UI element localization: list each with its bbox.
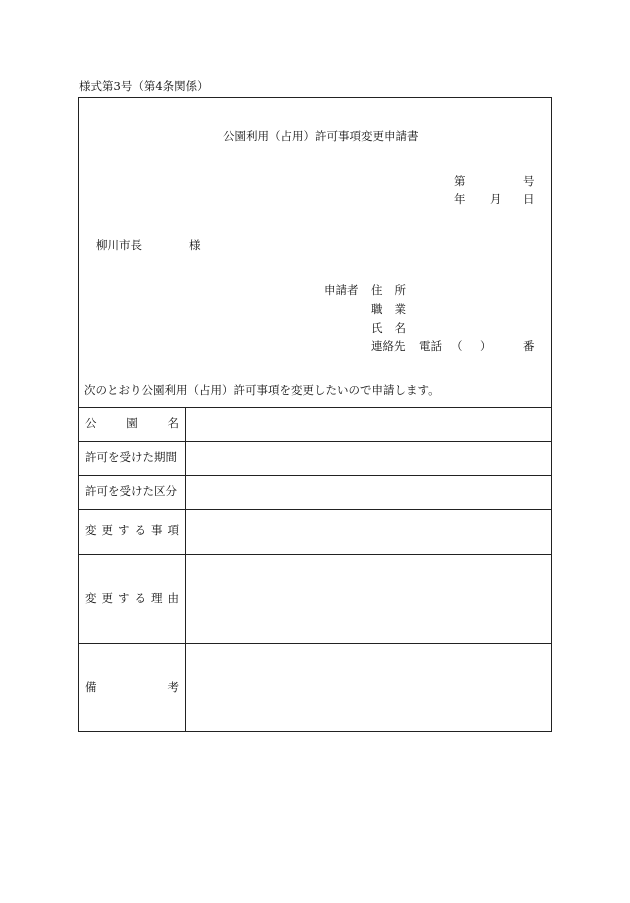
phone-paren-open: （: [451, 339, 463, 353]
doc-number-dai: 第: [454, 174, 466, 188]
column-divider: [185, 407, 186, 731]
phone-paren-close: ）: [480, 339, 492, 353]
table-top-border: [79, 407, 551, 408]
address-label: 住 所: [371, 283, 406, 297]
doc-number-go: 号: [523, 174, 535, 188]
label-park-name: 公 園 名: [85, 416, 179, 430]
row-divider: [79, 441, 551, 442]
date-month: 月: [490, 192, 502, 206]
row-divider: [79, 509, 551, 510]
addressee-honorific: 様: [189, 238, 201, 252]
statement: 次のとおり公園利用（占用）許可事項を変更したいので申請します。: [84, 383, 440, 397]
phone-ban: 番: [523, 339, 535, 353]
applicant-label: 申請者: [324, 283, 359, 297]
row-divider: [79, 475, 551, 476]
addressee-name: 柳川市長: [96, 238, 142, 252]
row-divider: [79, 554, 551, 555]
row-divider: [79, 643, 551, 644]
label-permit-category: 許可を受けた区分: [85, 484, 177, 498]
phone-label: 電話: [419, 339, 442, 353]
contact-label: 連絡先: [371, 339, 406, 353]
name-label: 氏 名: [371, 321, 406, 335]
date-year: 年: [454, 192, 466, 206]
application-form: [78, 97, 552, 732]
label-remarks: 備 考: [85, 680, 179, 694]
form-title: 公園利用（占用）許可事項変更申請書: [223, 129, 419, 143]
label-permit-period: 許可を受けた期間: [85, 450, 177, 464]
label-change-reason: 変 更 す る 理 由: [85, 591, 179, 605]
form-number: 様式第3号（第4条関係）: [79, 79, 209, 93]
label-changed-items: 変 更 す る 事 項: [85, 523, 179, 537]
date-day: 日: [523, 192, 535, 206]
occupation-label: 職 業: [371, 302, 406, 316]
